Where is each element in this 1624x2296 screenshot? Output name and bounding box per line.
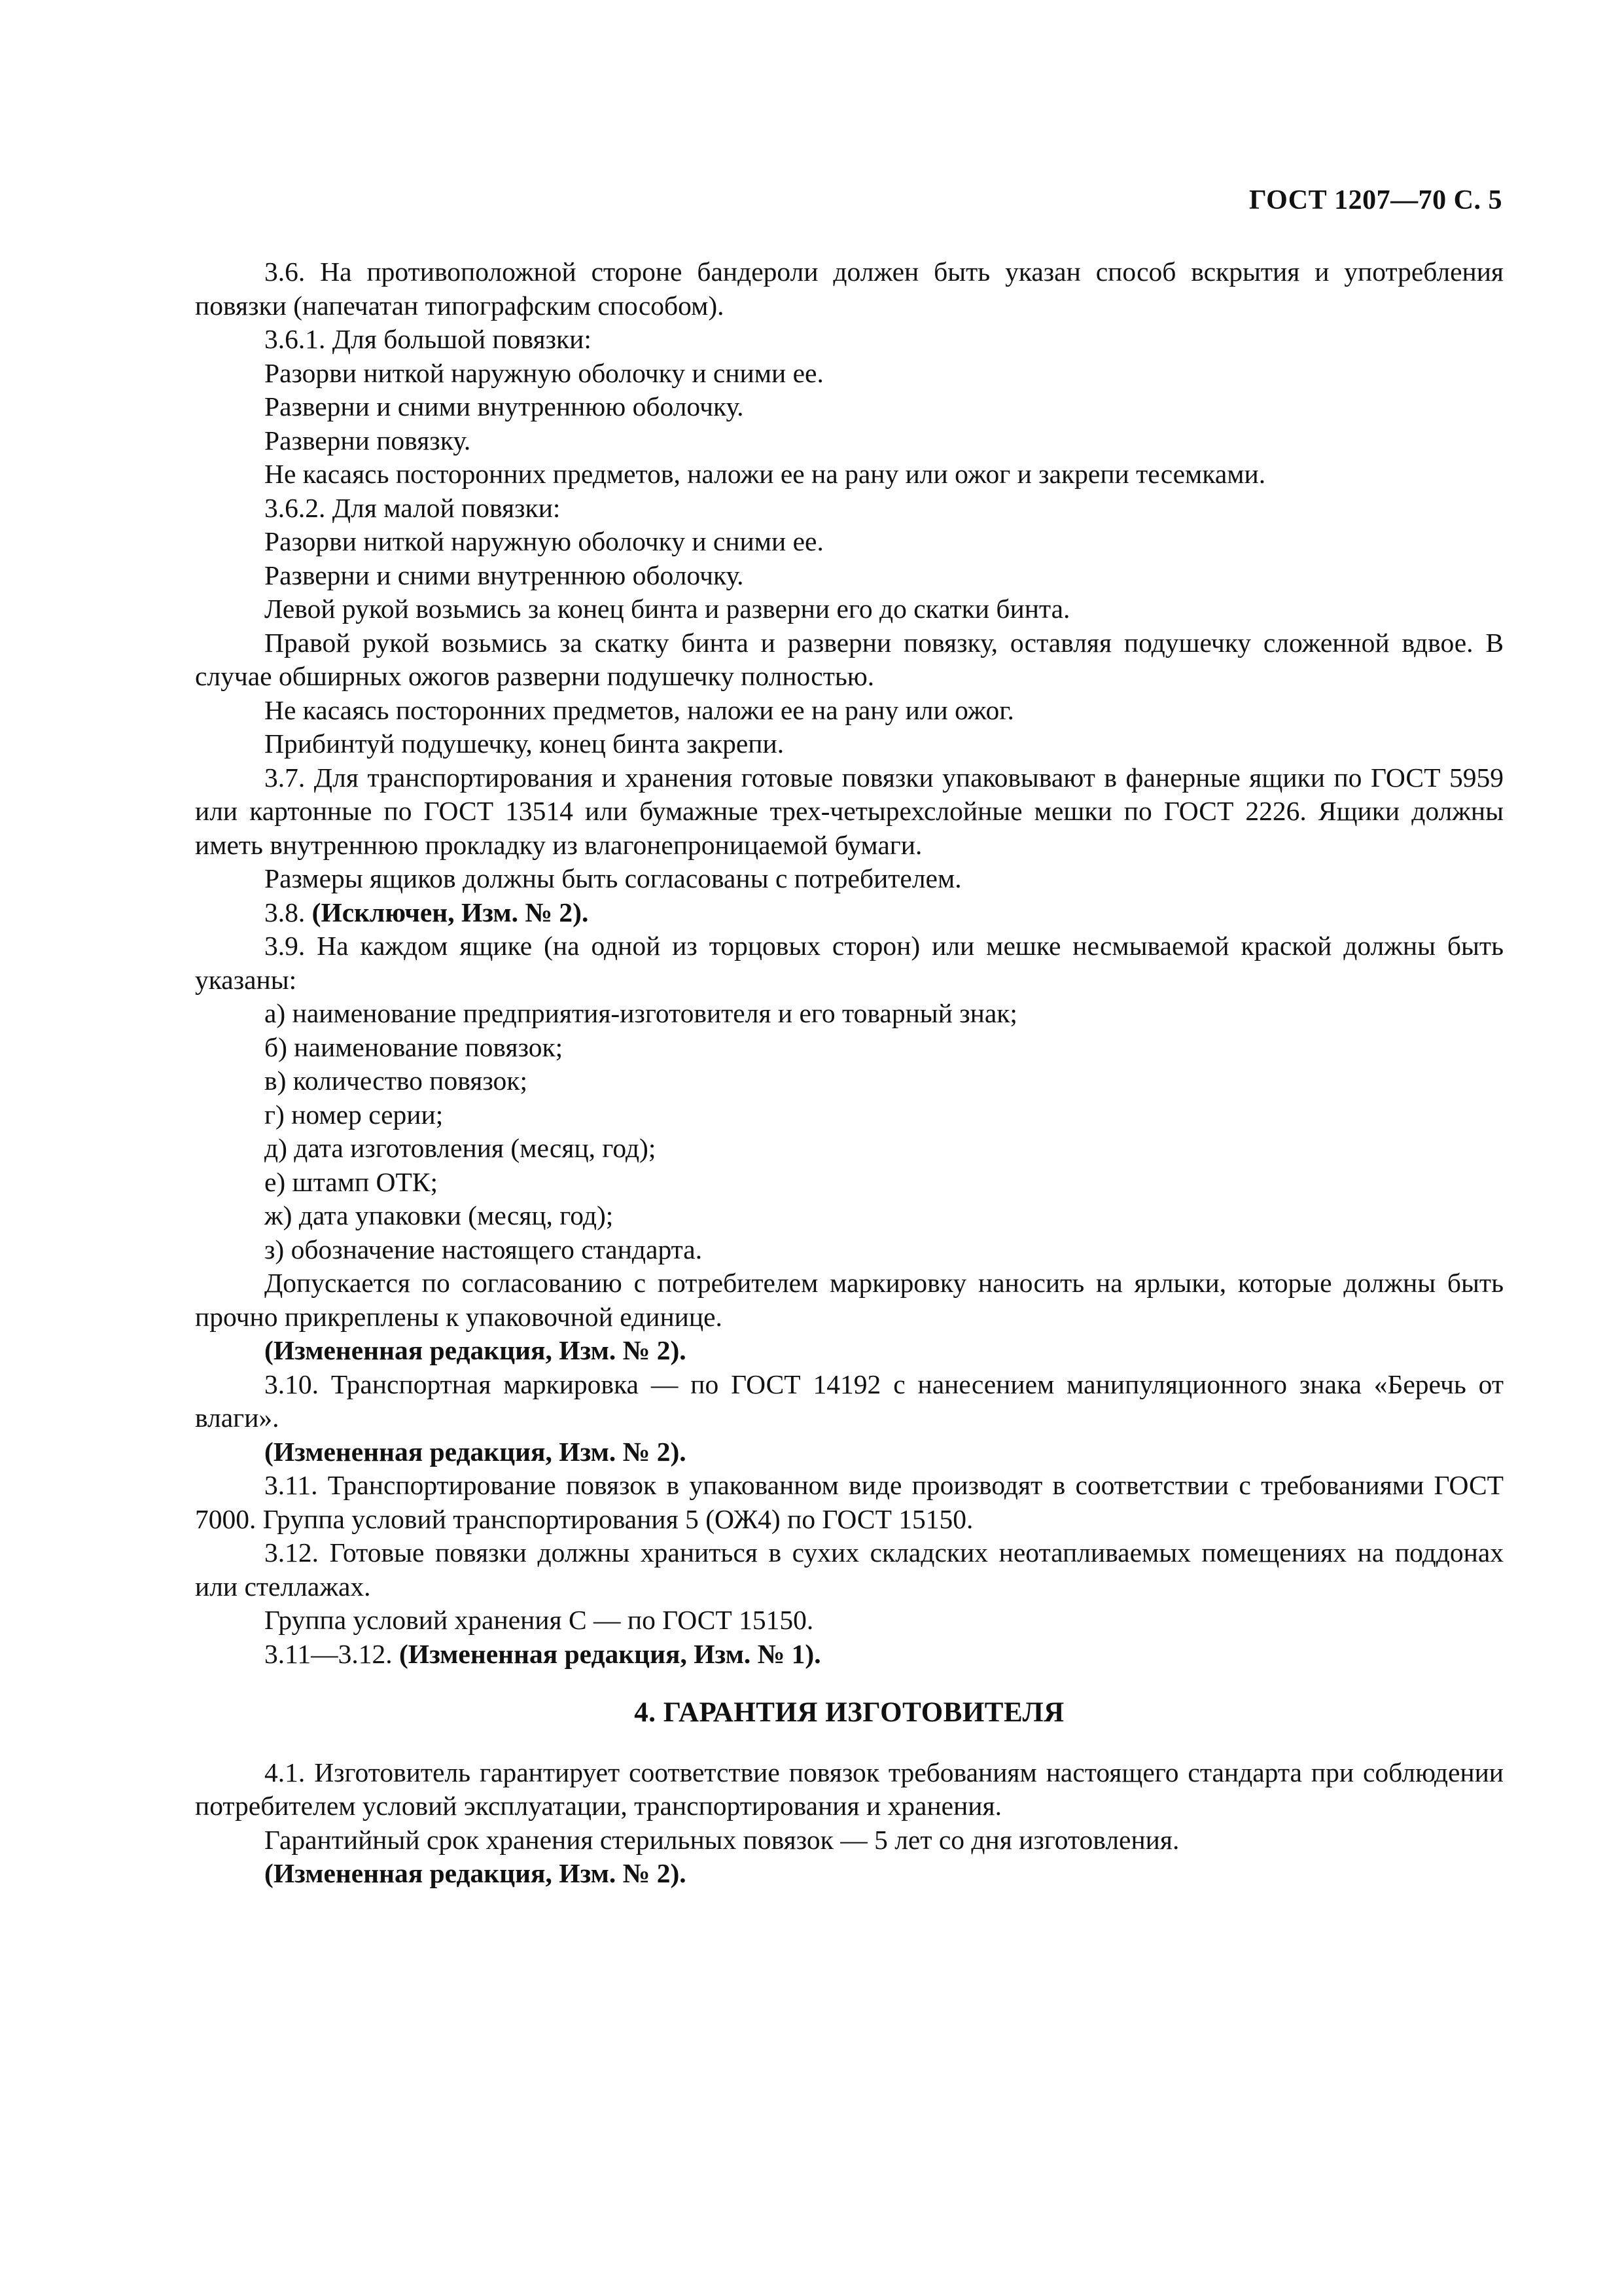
paragraph-3-6-1: 3.6.1. Для большой повязки: [264, 324, 591, 354]
list-item: в) количество повязок; [264, 1066, 527, 1096]
list-item: б) наименование повязок; [264, 1031, 563, 1062]
paragraph-3-7: 3.7. Для транспортирования и хранения готовые повязки упаковывают в фанерные ящики по ГОСТ 5959 или картонные по ГОСТ 13514 или бумажные трех-четырехслойные мешки по ГОСТ 2226. Ящики должны иметь внутреннюю прокладку из влагонепроницаемой бумаги. [195, 762, 1504, 860]
paragraph-3-11-3-12 [195, 1638, 1504, 1672]
amendment-note: (Измененная редакция, Изм. № 2). [264, 1858, 686, 1888]
clause-number: 3.11—3.12. [264, 1638, 393, 1669]
amendment-note: (Измененная редакция, Изм. № 1). [398, 1638, 821, 1669]
clause-number: 3.8. [264, 897, 306, 927]
paragraph-4-1-note: Гарантийный срок хранения стерильных повязок — 5 лет со дня изготовления. [264, 1824, 1180, 1855]
list-item: е) штамп ОТК; [264, 1166, 438, 1197]
paragraph-3-9: 3.9. На каждом ящике (на одной из торцовых сторон) или мешке несмываемой краской должны быть указаны: [195, 931, 1504, 995]
document-body [195, 255, 1504, 1891]
amendment-note: (Измененная редакция, Изм. № 2). [264, 1436, 686, 1467]
amendment-note: (Исключен, Изм. № 2). [311, 897, 589, 927]
list-item: д) дата изготовления (месяц, год); [264, 1133, 656, 1163]
list-item: з) обозначение настоящего стандарта. [264, 1234, 703, 1265]
instruction-line: Разверни и сними внутреннюю оболочку. [264, 560, 744, 590]
list-item: г) номер серии; [264, 1099, 444, 1130]
list-item: а) наименование предприятия-изготовителя и его товарный знак; [264, 998, 1017, 1028]
section-title: 4. ГАРАНТИЯ ИЗГОТОВИТЕЛЯ [634, 1697, 1065, 1728]
instruction-line: Разорви ниткой наружную оболочку и сними ее. [264, 526, 824, 556]
list-item: ж) дата упаковки (месяц, год); [264, 1200, 614, 1230]
paragraph-3-8 [195, 896, 1504, 930]
instruction-line: Левой рукой возьмись за конец бинта и разверни его до скатки бинта. [264, 594, 1070, 624]
paragraph-3-11: 3.11. Транспортирование повязок в упакованном виде производят в соответствии с требованиями ГОСТ 7000. Группа условий транспортирования 5 (ОЖ4) по ГОСТ 15150. [195, 1470, 1504, 1534]
instruction-line: Разорви ниткой наружную оболочку и сними ее. [264, 357, 824, 388]
paragraph-4-1: 4.1. Изготовитель гарантирует соответствие повязок требованиям настоящего стандарта при соблюдении потребителем условий эксплуатации, транспортирования и хранения. [195, 1757, 1504, 1821]
instruction-line: Не касаясь посторонних предметов, наложи ее на рану или ожог и закрепи тесемками. [264, 459, 1266, 489]
instruction-line: Правой рукой возьмись за скатку бинта и разверни повязку, оставляя подушечку сложенной вдвое. В случае обширных ожогов разверни подушечку полностью. [195, 627, 1504, 691]
paragraph-3-12-note: Группа условий хранения С — по ГОСТ 15150. [264, 1605, 814, 1635]
paragraph-3-7-note: Размеры ящиков должны быть согласованы с потребителем. [264, 863, 962, 893]
paragraph-3-9-note: Допускается по согласованию с потребителем маркировку наносить на ярлыки, которые должны быть прочно прикреплены к упаковочной единице. [195, 1268, 1504, 1332]
paragraph-3-12: 3.12. Готовые повязки должны храниться в сухих складских неотапливаемых помещениях на поддонах или стеллажах. [195, 1537, 1504, 1602]
instruction-line: Не касаясь посторонних предметов, наложи ее на рану или ожог. [264, 694, 1014, 725]
paragraph-3-10: 3.10. Транспортная маркировка — по ГОСТ 14192 с нанесением манипуляционного знака «Беречь от влаги». [195, 1369, 1504, 1433]
page-header: ГОСТ 1207—70 С. 5 [1248, 185, 1502, 215]
paragraph-3-6-2: 3.6.2. Для малой повязки: [264, 492, 561, 523]
paragraph-3-6: 3.6. На противоположной стороне бандероли должен быть указан способ вскрытия и употребления повязки (напечатан типографским способом). [195, 257, 1504, 321]
amendment-note: (Измененная редакция, Изм. № 2). [264, 1335, 686, 1365]
instruction-line: Разверни повязку. [264, 425, 471, 456]
instruction-line: Разверни и сними внутреннюю оболочку. [264, 391, 744, 422]
instruction-line: Прибинтуй подушечку, конец бинта закрепи. [264, 728, 785, 759]
